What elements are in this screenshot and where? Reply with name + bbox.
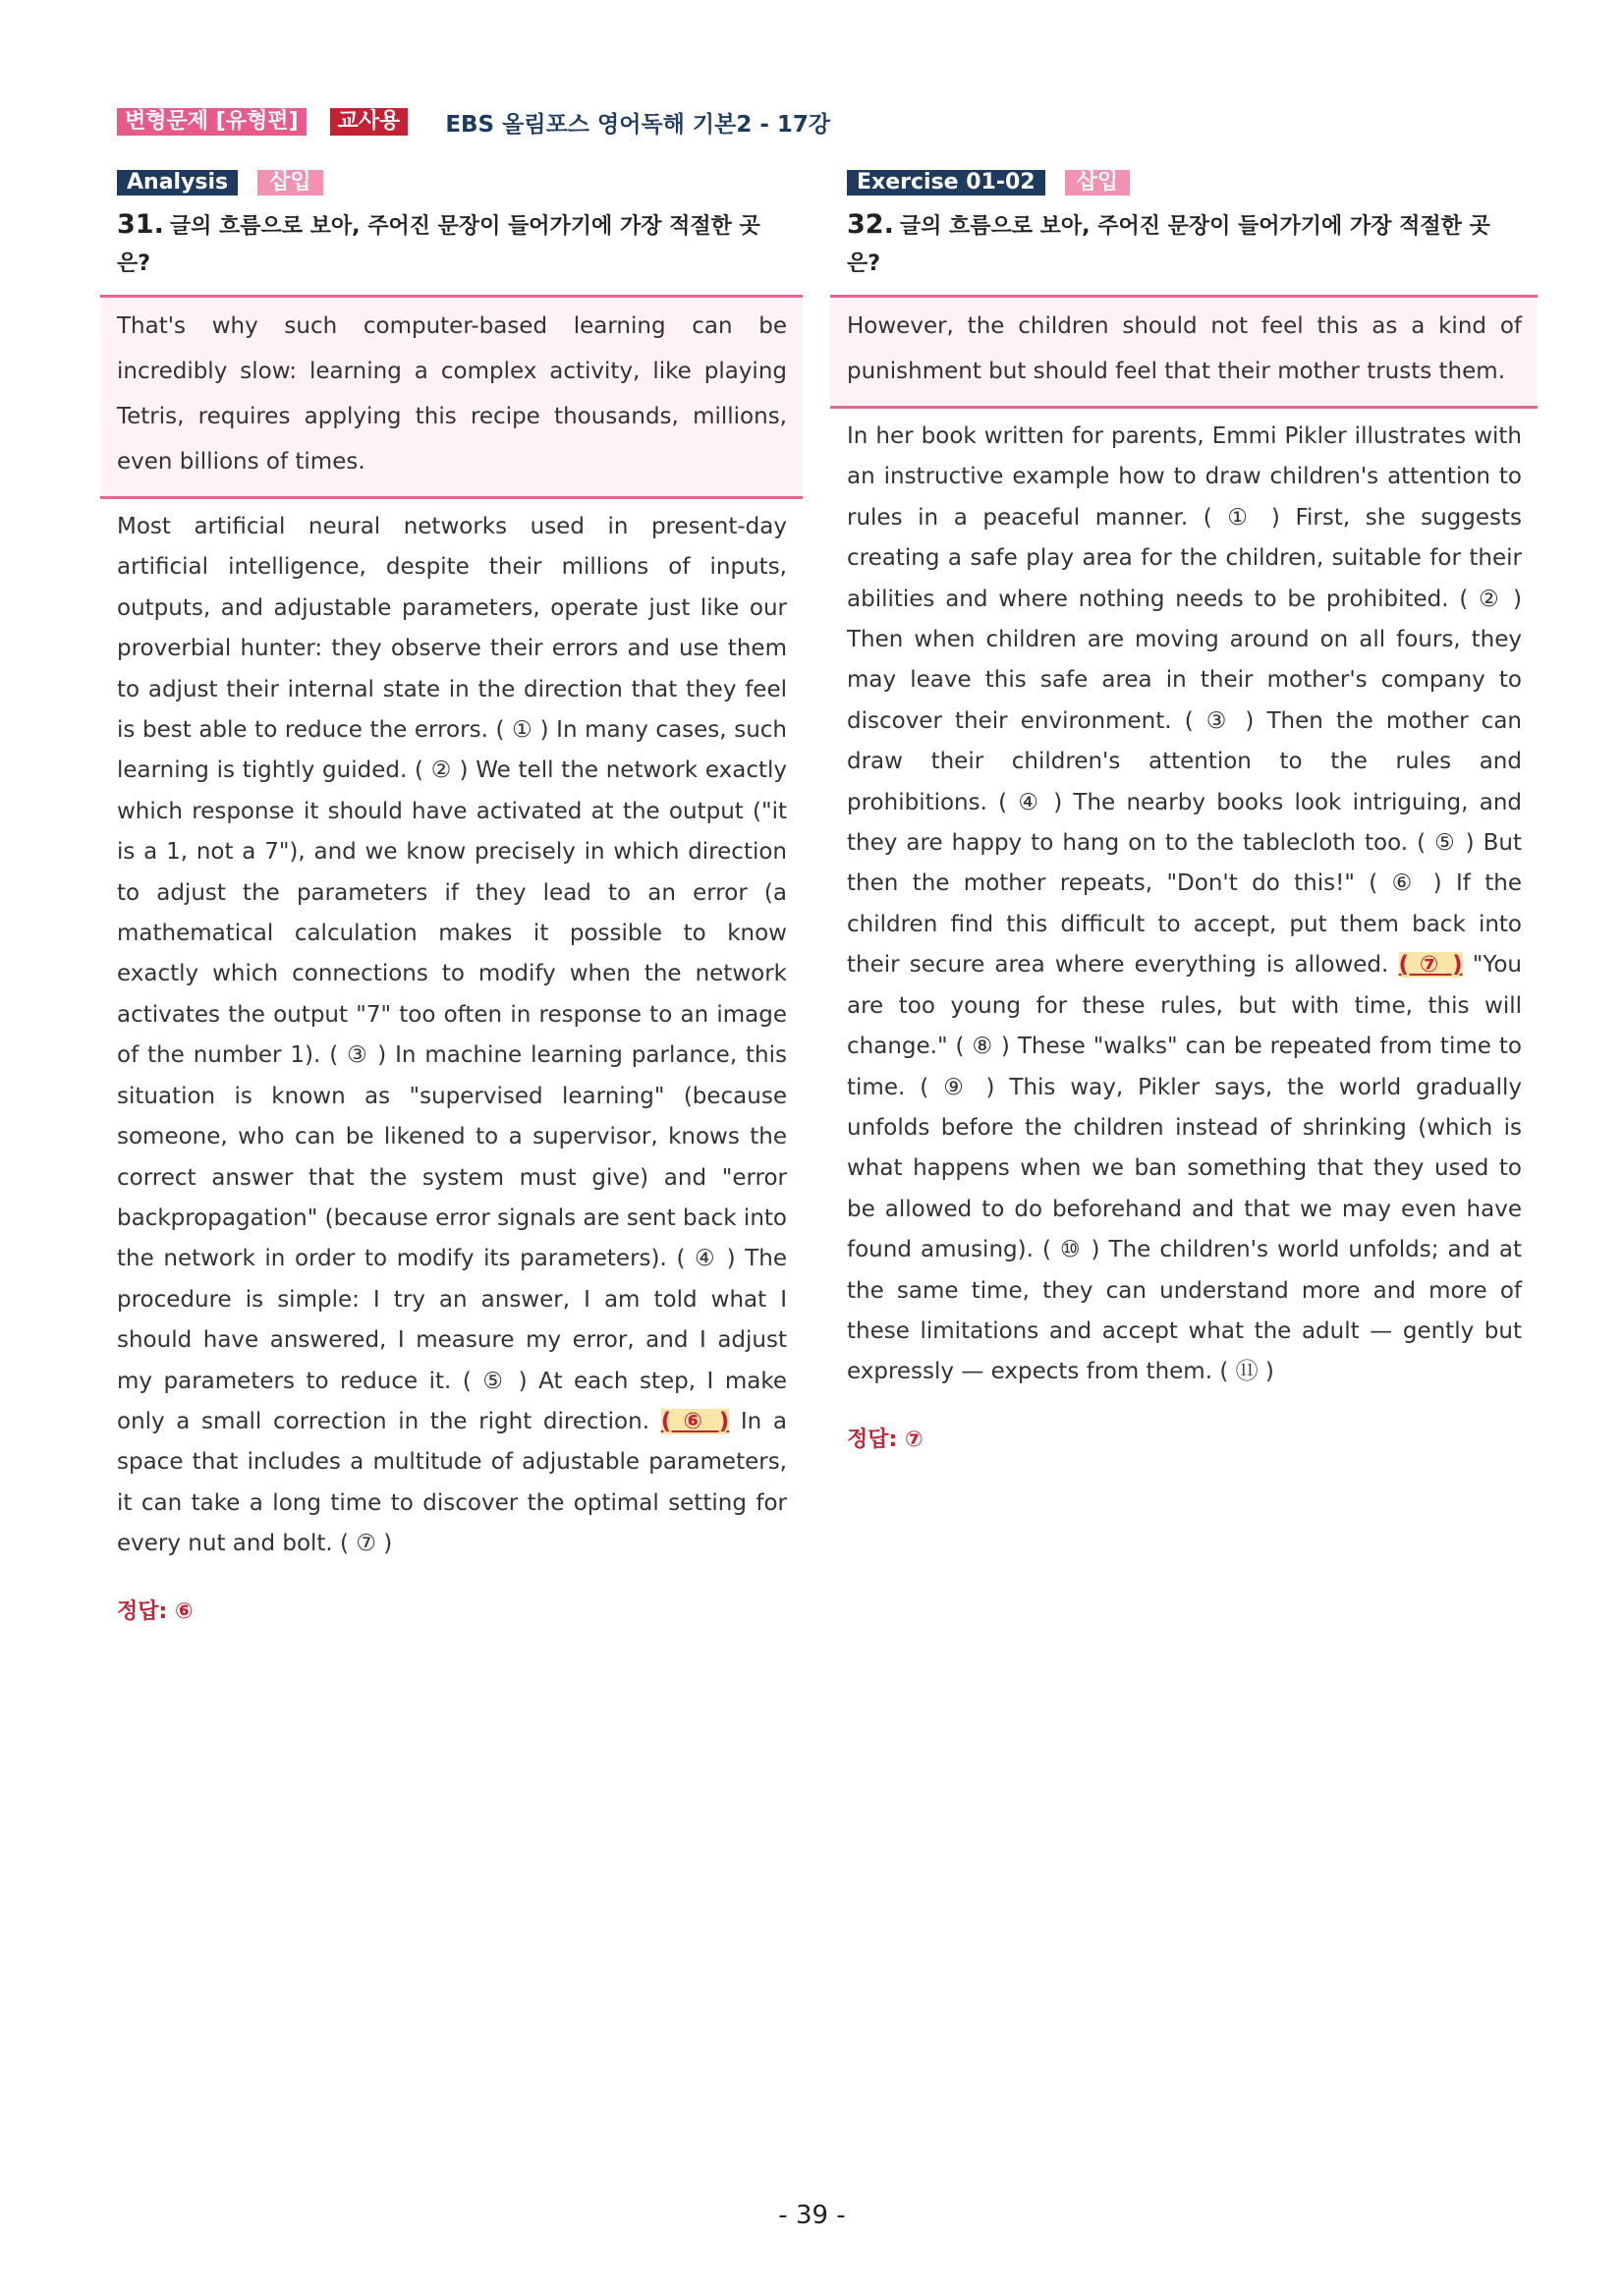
question-text: 글의 흐름으로 보아, 주어진 문장이 들어가기에 가장 적절한 곳은? xyxy=(117,214,760,276)
page-title: EBS 올림포스 영어독해 기본2 - 17강 xyxy=(445,111,831,138)
right-column xyxy=(830,169,1538,1453)
given-sentence: However, the children should not feel this as a kind of punishment but should feel that their mother trusts them. xyxy=(830,295,1538,409)
passage-part-1: In her book written for parents, Emmi Pikler illustrates with an instructive example how to draw children's attention to rules in a peaceful manner. ( ① ) First, she suggests creating a safe play area for the children, suitable for their abilities and where nothing needs to be prohibited. ( ② ) Then when children are moving around on all fours, they may leave this safe area in their mother's company to discover their environment. ( ③ ) Then the mother can draw their children's attention to the rules and prohibitions. ( ④ ) The nearby books look intriguing, and they are happy to hang on to the tablecloth too. ( ⑤ ) But then the mother repeats, "Don't do this!" ( ⑥ ) If the children find this difficult to accept, put them back into their secure area where everything is allowed. xyxy=(847,423,1522,979)
passage-part-2: "You are too young for these rules, but with time, this will change." ( ⑧ ) These "walks" can be repeated from time to time. ( ⑨ ) This way, Pikler says, the world gradually unfolds before the children instead of shrinking (which is what happens when we ban something that they used to be allowed to do beforehand and that we may even have found amusing). ( ⑩ ) The children's world unfolds; and at the same time, they can understand more and more of these limitations and accept what the adult — gently but expressly — expects from them. ( ⑪ ) xyxy=(847,952,1522,1385)
answer-highlight: ( ⑦ ) xyxy=(1398,952,1463,979)
passage-part-2: In a space that includes a multitude of adjustable parameters, it can take a long time to discover the optimal setting for every nut and bolt. ( ⑦ ) xyxy=(117,1408,787,1557)
question-number: 32. xyxy=(847,209,894,240)
answer-highlight: ( ⑥ ) xyxy=(660,1408,730,1434)
given-sentence: That's why such computer-based learning can be incredibly slow: learning a complex activity, like playing Tetris, requires applying this recipe thousands, millions, even billions of times. xyxy=(100,295,803,499)
page-number: - 39 - xyxy=(778,2201,846,2230)
passage-part-1: Most artificial neural networks used in present-day artificial intelligence, despite their millions of inputs, outputs, and adjustable parameters, operate just like our proverbial hunter: they observe their errors and use them to adjust their internal state in the direction that they feel is best able to reduce the errors. ( ① ) In many cases, such learning is tightly guided. ( ② ) We tell the network exactly which response it should have activated at the output ("it is a 1, not a 7"), and we know precisely in which direction to adjust the parameters if they lead to an error (a mathematical calculation makes it possible to know exactly which connections to modify when the network activates the output "7" too often in response to an image of the number 1). ( ③ ) In machine learning parlance, this situation is known as "supervised learning" (because someone, who can be likened to a supervisor, knows the correct answer that the system must give) and "error backpropagation" (because error signals are sent back into the network in order to modify its parameters). ( ④ ) The procedure is simple: I try an answer, I am told what I should have answered, I measure my error, and I adjust my parameters to reduce it. ( ⑤ ) At each step, I make only a small correction in the right direction. xyxy=(117,514,787,1434)
question-text: 글의 흐름으로 보아, 주어진 문장이 들어가기에 가장 적절한 곳은? xyxy=(847,214,1490,276)
answer-label: 정답: ⑦ xyxy=(847,1427,924,1452)
question-number: 31. xyxy=(117,209,164,240)
section-header xyxy=(117,169,803,196)
passage xyxy=(830,417,1538,1393)
passage xyxy=(100,507,803,1565)
question xyxy=(847,206,1538,283)
left-column xyxy=(100,169,803,1625)
section-label: Exercise 01-02 xyxy=(847,170,1045,196)
variant-tag: 변형문제 [유형편] xyxy=(117,108,307,136)
type-tag: 삽입 xyxy=(257,170,323,196)
teacher-tag: 교사용 xyxy=(330,108,409,136)
page-header xyxy=(117,106,830,138)
section-header xyxy=(847,169,1538,196)
question xyxy=(117,206,803,283)
section-label: Analysis xyxy=(117,170,238,196)
type-tag: 삽입 xyxy=(1065,170,1131,196)
answer-label: 정답: ⑥ xyxy=(117,1598,194,1624)
